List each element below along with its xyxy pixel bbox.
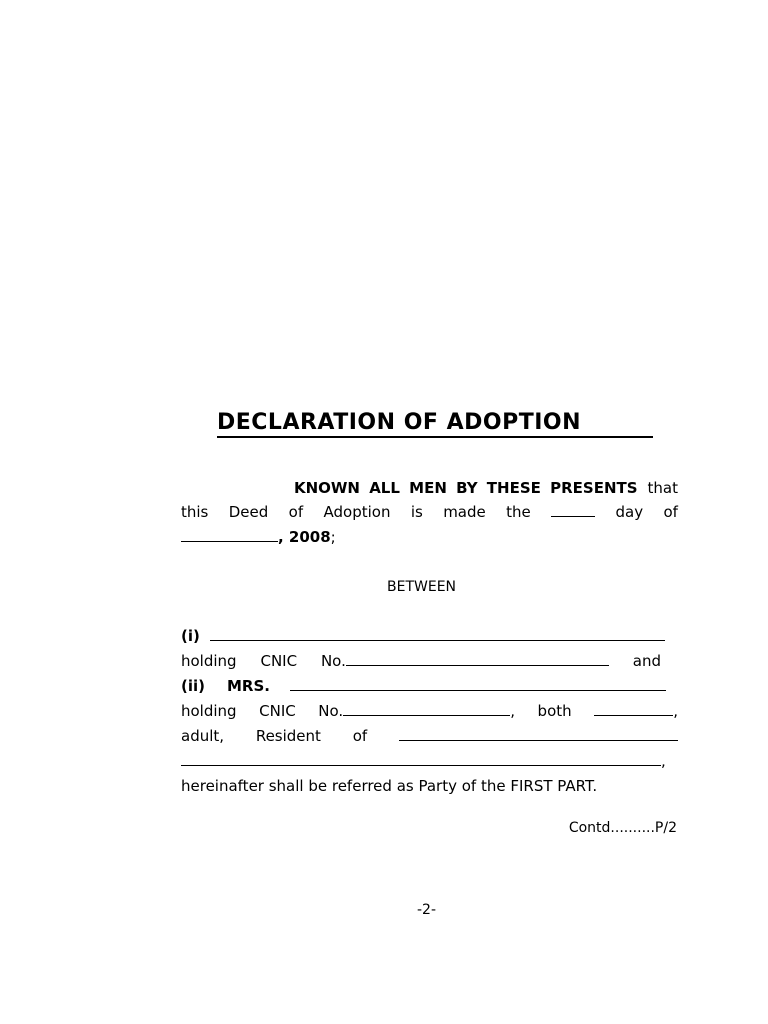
intro-word: Deed (228, 503, 269, 521)
intro-day: day (615, 503, 644, 521)
party1-line-1 (181, 626, 678, 646)
party2-adult: adult, (181, 727, 225, 745)
month-blank (181, 527, 278, 542)
party2-line-1 (181, 676, 678, 696)
intro-word: this (181, 503, 209, 521)
party2-resident: Resident (255, 727, 321, 745)
party2-both-blank (594, 701, 673, 716)
intro-line-3 (181, 527, 678, 547)
intro-year: , 2008 (278, 528, 331, 546)
party2-comma: , (510, 702, 515, 720)
party2-both-field (594, 701, 678, 721)
intro-line-2 (181, 502, 678, 522)
party2-marker: (ii) (181, 677, 205, 695)
party2-cnic-field (318, 701, 515, 721)
party1-no: No. (320, 652, 346, 670)
page-number: -2- (417, 902, 437, 918)
party2-of: of (352, 727, 368, 745)
document-title: DECLARATION OF ADOPTION (217, 410, 653, 438)
intro-line-1 (181, 478, 678, 498)
party2-address-blank-2 (181, 751, 661, 766)
party2-title: MRS. (227, 677, 270, 695)
between-label: BETWEEN (387, 579, 457, 595)
party2-address-blank (399, 726, 678, 741)
party2-line-4 (181, 751, 678, 771)
intro-word: of (288, 503, 304, 521)
party1-and: and (632, 652, 661, 670)
party2-name-blank (290, 676, 666, 691)
party1-name-blank (210, 626, 665, 641)
party2-line-3 (181, 726, 678, 746)
party2-both: both (537, 702, 572, 720)
party1-line-2 (181, 651, 678, 671)
party2-no: No. (318, 702, 344, 720)
day-blank (551, 502, 595, 517)
party1-holding: holding (181, 652, 237, 670)
party1-cnic-field (321, 651, 609, 671)
party2-holding: holding (181, 702, 237, 720)
intro-word: Adoption (323, 503, 391, 521)
party2-comma3: , (661, 752, 666, 770)
intro-bold-lead: KNOWN ALL MEN BY THESE PRESENTS (293, 479, 638, 497)
intro-word: is (410, 503, 423, 521)
party2-cnic-blank (343, 701, 510, 716)
closing-text: hereinafter shall be referred as Party of the FIRST PART. (181, 777, 598, 795)
intro-word: made (443, 503, 486, 521)
party1-cnic: CNIC (260, 652, 298, 670)
party2-comma2: , (673, 702, 678, 720)
intro-semicolon: ; (330, 528, 336, 546)
party2-cnic: CNIC (259, 702, 296, 720)
party1-cnic-blank (346, 651, 609, 666)
intro-word: the (506, 503, 531, 521)
closing-line (181, 776, 678, 796)
intro-of: of (663, 503, 678, 521)
party2-line-2 (181, 701, 678, 721)
intro-that: that (647, 479, 678, 497)
continued-note: Contd..........P/2 (568, 820, 677, 836)
party1-marker: (i) (181, 627, 200, 645)
